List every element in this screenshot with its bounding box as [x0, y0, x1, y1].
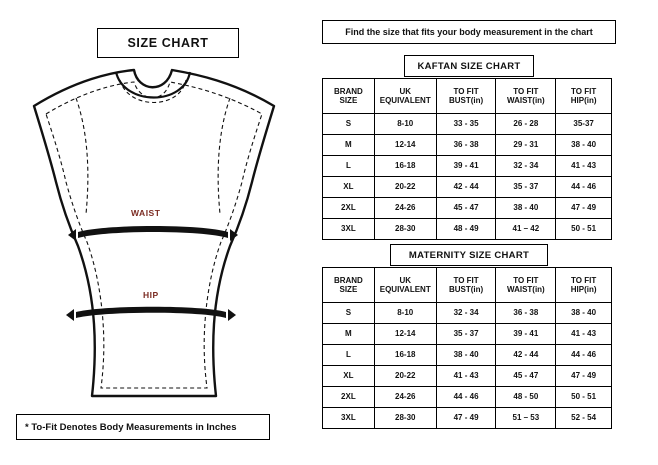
cell-waist: 32 - 34 — [496, 156, 556, 177]
cell-uk: 8-10 — [374, 114, 436, 135]
column-header-hip: TO FIT HIP(in) — [556, 79, 612, 114]
cell-brand-size: L — [323, 345, 375, 366]
table-row — [323, 135, 612, 156]
cell-hip: 41 - 43 — [556, 324, 612, 345]
cell-bust: 42 - 44 — [436, 177, 496, 198]
cell-hip: 38 - 40 — [556, 303, 612, 324]
maternity-table-title: MATERNITY SIZE CHART — [390, 244, 548, 266]
table-row — [323, 156, 612, 177]
cell-hip: 50 - 51 — [556, 219, 612, 240]
table-row — [323, 177, 612, 198]
column-header-hip: TO FIT HIP(in) — [556, 268, 612, 303]
cell-hip: 35-37 — [556, 114, 612, 135]
cell-bust: 33 - 35 — [436, 114, 496, 135]
cell-brand-size: XL — [323, 366, 375, 387]
column-header-bust: TO FIT BUST(in) — [436, 268, 496, 303]
page-title: SIZE CHART — [97, 28, 239, 58]
cell-bust: 41 - 43 — [436, 366, 496, 387]
cell-hip: 44 - 46 — [556, 345, 612, 366]
cell-uk: 28-30 — [374, 408, 436, 429]
table-row — [323, 198, 612, 219]
cell-uk: 16-18 — [374, 345, 436, 366]
cell-uk: 20-22 — [374, 366, 436, 387]
column-header-waist: TO FIT WAIST(in) — [496, 268, 556, 303]
cell-brand-size: 2XL — [323, 387, 375, 408]
table-row — [323, 345, 612, 366]
waist-label: WAIST — [131, 208, 161, 218]
table-row — [323, 366, 612, 387]
size-tables-panel — [310, 0, 658, 465]
cell-bust: 36 - 38 — [436, 135, 496, 156]
column-header-brand-size: BRAND SIZE — [323, 268, 375, 303]
cell-brand-size: M — [323, 135, 375, 156]
cell-brand-size: 3XL — [323, 408, 375, 429]
cell-uk: 12-14 — [374, 135, 436, 156]
table-row — [323, 408, 612, 429]
cell-hip: 50 - 51 — [556, 387, 612, 408]
column-header-uk-equivalent: UK EQUIVALENT — [374, 79, 436, 114]
cell-brand-size: 3XL — [323, 219, 375, 240]
table-row — [323, 387, 612, 408]
cell-bust: 45 - 47 — [436, 198, 496, 219]
cell-uk: 24-26 — [374, 198, 436, 219]
table-row — [323, 219, 612, 240]
cell-bust: 47 - 49 — [436, 408, 496, 429]
cell-waist: 36 - 38 — [496, 303, 556, 324]
table-row — [323, 114, 612, 135]
cell-hip: 47 - 49 — [556, 198, 612, 219]
table-row — [323, 303, 612, 324]
cell-uk: 24-26 — [374, 387, 436, 408]
column-header-waist: TO FIT WAIST(in) — [496, 79, 556, 114]
cell-waist: 26 - 28 — [496, 114, 556, 135]
cell-waist: 48 - 50 — [496, 387, 556, 408]
cell-waist: 38 - 40 — [496, 198, 556, 219]
cell-brand-size: S — [323, 303, 375, 324]
cell-bust: 48 - 49 — [436, 219, 496, 240]
column-header-uk-equivalent: UK EQUIVALENT — [374, 268, 436, 303]
table-header-row — [323, 268, 612, 303]
cell-bust: 35 - 37 — [436, 324, 496, 345]
kaftan-garment-drawing — [16, 62, 292, 404]
maternity-size-table — [322, 267, 612, 429]
cell-uk: 28-30 — [374, 219, 436, 240]
table-row — [323, 324, 612, 345]
cell-uk: 8-10 — [374, 303, 436, 324]
instruction-banner: Find the size that fits your body measurement in the chart — [322, 20, 616, 44]
garment-illustration-panel — [0, 0, 310, 465]
kaftan-table-title: KAFTAN SIZE CHART — [404, 55, 534, 77]
cell-bust: 39 - 41 — [436, 156, 496, 177]
hip-label: HIP — [143, 290, 159, 300]
cell-brand-size: L — [323, 156, 375, 177]
kaftan-size-table — [322, 78, 612, 240]
cell-waist: 35 - 37 — [496, 177, 556, 198]
cell-hip: 52 - 54 — [556, 408, 612, 429]
footnote-text: * To-Fit Denotes Body Measurements in Inches — [16, 414, 270, 440]
column-header-brand-size: BRAND SIZE — [323, 79, 375, 114]
cell-hip: 47 - 49 — [556, 366, 612, 387]
cell-hip: 44 - 46 — [556, 177, 612, 198]
cell-hip: 41 - 43 — [556, 156, 612, 177]
cell-bust: 44 - 46 — [436, 387, 496, 408]
cell-brand-size: M — [323, 324, 375, 345]
cell-hip: 38 - 40 — [556, 135, 612, 156]
cell-uk: 12-14 — [374, 324, 436, 345]
cell-brand-size: S — [323, 114, 375, 135]
cell-brand-size: 2XL — [323, 198, 375, 219]
column-header-bust: TO FIT BUST(in) — [436, 79, 496, 114]
cell-waist: 29 - 31 — [496, 135, 556, 156]
cell-bust: 38 - 40 — [436, 345, 496, 366]
cell-uk: 16-18 — [374, 156, 436, 177]
cell-waist: 41 – 42 — [496, 219, 556, 240]
cell-bust: 32 - 34 — [436, 303, 496, 324]
cell-waist: 51 – 53 — [496, 408, 556, 429]
table-header-row — [323, 79, 612, 114]
cell-uk: 20-22 — [374, 177, 436, 198]
cell-waist: 42 - 44 — [496, 345, 556, 366]
cell-waist: 45 - 47 — [496, 366, 556, 387]
cell-waist: 39 - 41 — [496, 324, 556, 345]
cell-brand-size: XL — [323, 177, 375, 198]
